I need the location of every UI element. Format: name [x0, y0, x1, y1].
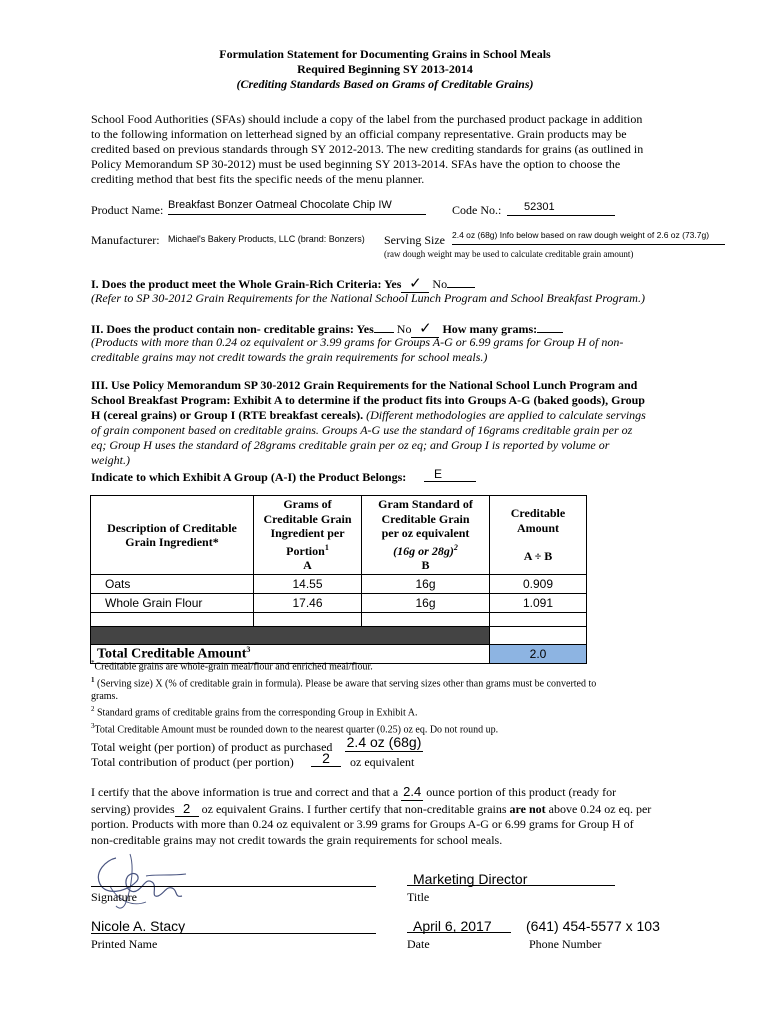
intro-paragraph: [91, 112, 691, 187]
signature-line[interactable]: [91, 885, 376, 887]
header-text: Portion$^1$: [286, 542, 329, 558]
intro-line: to the following information on letterhead signed by an official company representative. Grain products may be: [91, 127, 627, 141]
table-row: [91, 575, 587, 594]
section-1-no-label: No: [432, 277, 448, 291]
cell-description[interactable]: Whole Grain Flour: [91, 594, 254, 613]
header-text: per oz equivalent: [381, 526, 470, 541]
table-header-grams: [254, 496, 362, 575]
total-contribution-unit: oz equivalent: [350, 755, 415, 769]
total-creditable-value[interactable]: 2.0: [490, 645, 587, 664]
header-text: A ÷ B: [523, 549, 553, 564]
section-1-question: I. Does the product meet the Whole Grain-Rich Criteria: Yes: [91, 277, 402, 291]
header-text: Gram Standard of: [378, 497, 473, 512]
header-text: B: [421, 558, 430, 573]
certify-line: portion. Products with more than 0.24 oz equivalent or 3.99 grams for Groups A-G or 6.99 grams for Group H of: [91, 817, 634, 831]
section-1-note: (Refer to SP 30-2012 Grain Requirements for the National School Lunch Program and School Breakfast Program.): [91, 291, 645, 305]
handwritten-signature: [86, 846, 196, 916]
section-2-note-line: (Products with more than 0.24 oz equivalent or 3.99 grams for Groups A-G or 6.99 grams for Group H of non-: [91, 335, 624, 349]
code-no-label: Code No.:: [452, 203, 502, 217]
date-field[interactable]: April 6, 2017: [407, 918, 511, 933]
serving-size-label: Serving Size: [384, 233, 445, 247]
group-indicator-label: Indicate to which Exhibit A Group (A-I) the Product Belongs:: [91, 470, 407, 484]
footnotes: [91, 657, 691, 737]
section-3-line: eq; Group H uses the standard of 28grams creditable grain per oz eq; and Group I is reported by volume or: [91, 438, 610, 452]
table-dark-row: [91, 627, 587, 645]
header-text: Creditable: [510, 506, 566, 521]
phone-field[interactable]: (641) 454-5577 x 103: [526, 918, 660, 934]
section-2-note-line: creditable grains may not credit towards the grain requirements for school meals.): [91, 350, 488, 364]
table-header-amount: [490, 496, 587, 575]
date-label: Date: [407, 937, 430, 951]
creditable-grain-table: [90, 495, 587, 664]
section-2-grams-label: How many grams:: [442, 322, 538, 336]
product-name-field[interactable]: Breakfast Bonzer Oatmeal Chocolate Chip IW: [168, 199, 426, 215]
document-title: Formulation Statement for Documenting Grains in School Meals: [219, 47, 551, 61]
checkmark-icon: ✓: [409, 274, 422, 292]
section-3-line: School Breakfast Program: Exhibit A to determine if the product fits into Groups A-G (baked goods), Group: [91, 393, 645, 407]
cell-standard[interactable]: 16g: [362, 594, 490, 613]
header-text: Description of Creditable Grain Ingredient*: [107, 520, 237, 549]
section-3-line: [91, 408, 691, 423]
cell-amount[interactable]: 0.909: [490, 575, 587, 594]
table-row: [91, 594, 587, 613]
total-contribution-label: Total contribution of product (per portion): [91, 755, 294, 769]
section-3-italic-text: (Different methodologies are applied to calculate servings: [363, 408, 646, 422]
product-name-label: Product Name:: [91, 203, 164, 217]
section-2-grams-field[interactable]: [537, 320, 563, 333]
certify-ounce-field[interactable]: 2.4: [403, 784, 422, 799]
header-text: Creditable Grain: [381, 511, 470, 526]
footnote: $^2$ Standard grams of creditable grains from the corresponding Group in Exhibit A.: [91, 705, 418, 719]
section-1-no-field[interactable]: [447, 275, 475, 288]
header-text: (16g or 28g)$^2$: [393, 542, 458, 558]
title-field[interactable]: Marketing Director: [407, 871, 615, 886]
cell-empty[interactable]: [91, 613, 254, 627]
section-3-line: III. Use Policy Memorandum SP 30-2012 Grain Requirements for the National School Lunch Program and: [91, 378, 638, 392]
intro-line: School Food Authorities (SFAs) should include a copy of the label from the purchased product package in addition: [91, 112, 643, 126]
footnote: $^1$ (Serving size) X (% of creditable grain in formula). Please be aware that serving sizes other than grams must be converted to: [91, 675, 597, 690]
cell-amount[interactable]: 1.091: [490, 594, 587, 613]
manufacturer-field[interactable]: Michael's Bakery Products, LLC (brand: Bonzers): [168, 234, 365, 244]
document-subtitle-italic: (Crediting Standards Based on Grams of Creditable Grains): [236, 77, 534, 91]
total-weight-label: Total weight (per portion) of product as purchased: [91, 740, 333, 754]
document-subtitle: Required Beginning SY 2013-2014: [297, 62, 473, 76]
total-weight-field[interactable]: 2.4 oz (68g): [346, 734, 422, 750]
cell-empty[interactable]: [362, 613, 490, 627]
header-text: Grams of: [283, 497, 332, 512]
printed-name-label: Printed Name: [91, 937, 158, 951]
header-text: Creditable Grain: [263, 511, 352, 526]
cell-empty[interactable]: [490, 627, 587, 645]
footnote: grams.: [91, 690, 118, 702]
section-2-question: II. Does the product contain non- creditable grains: Yes: [91, 322, 374, 336]
cell-grams[interactable]: 17.46: [254, 594, 362, 613]
certify-line: non-creditable grains may not credit towards the grain requirements for school meals.: [91, 832, 503, 847]
header-spacer: [490, 535, 586, 549]
certification-paragraph: [91, 784, 691, 848]
cell-empty[interactable]: [490, 613, 587, 627]
title-label: Title: [407, 890, 430, 904]
intro-line: Policy Memorandum SP 30-2012) must be used beginning SY 2013-2014. SFAs have the option to choose the: [91, 157, 621, 171]
total-contribution-field[interactable]: 2: [311, 750, 341, 767]
table-header-description: [91, 496, 254, 575]
header-text: Amount: [516, 520, 559, 535]
table-empty-row: [91, 613, 587, 627]
total-creditable-label: Total Creditable Amount$^3$: [91, 645, 490, 664]
section-2-yes-field[interactable]: [374, 320, 394, 333]
signature-label: Signature: [91, 890, 137, 904]
cell-standard[interactable]: 16g: [362, 575, 490, 594]
cell-empty[interactable]: [254, 613, 362, 627]
header-text: Ingredient per: [270, 526, 345, 541]
certify-oz-eq-field[interactable]: 2: [175, 801, 199, 818]
cell-grams[interactable]: 14.55: [254, 575, 362, 594]
manufacturer-label: Manufacturer:: [91, 233, 160, 247]
intro-line: credited based on previous standards through SY 2012-2013. The new crediting standards for grains (as outlined in: [91, 142, 644, 156]
intro-line: crediting method that best fits the specific needs of the menu planner.: [91, 172, 425, 186]
section-3-line: weight.): [91, 453, 130, 467]
checkmark-icon: ✓: [419, 319, 432, 337]
table-header-standard: [362, 496, 490, 575]
code-no-field[interactable]: 52301: [507, 201, 615, 216]
header-text: A: [303, 558, 312, 573]
section-3-bold-text: H (cereal grains) or Group I (RTE breakfast cereals).: [91, 408, 364, 422]
footnote: *Creditable grains are whole-grain meal/flour and enriched meal/flour.: [91, 659, 373, 673]
cell-description[interactable]: Oats: [91, 575, 254, 594]
certify-line: serving) provides 2 oz equivalent Grains. I further certify that non-creditable grains are not above 0.24 oz eq. per: [91, 800, 652, 816]
section-2-no-label: No: [396, 322, 412, 336]
dark-bar: [91, 627, 490, 645]
group-indicator-field[interactable]: E: [424, 467, 476, 482]
printed-name-field[interactable]: Nicole A. Stacy: [91, 918, 376, 934]
section-3-line: of grain component based on creditable grains. Groups A-G use the standard of 16grams creditable grain per oz: [91, 423, 633, 437]
serving-size-note: (raw dough weight may be used to calculate creditable grain amount): [384, 249, 634, 259]
footnote: $^3$Total Creditable Amount must be rounded down to the nearest quarter (0.25) oz eq. Do not round up.: [91, 721, 499, 736]
section-2-note: [91, 335, 623, 365]
certify-line: I certify that the above information is true and correct and that a 2.4 ounce portion of this product (ready for: [91, 784, 617, 799]
section-3: [91, 378, 691, 468]
phone-label: Phone Number: [529, 937, 602, 951]
serving-size-field[interactable]: 2.4 oz (68g) Info below based on raw dough weight of 2.6 oz (73.7g): [452, 230, 725, 245]
